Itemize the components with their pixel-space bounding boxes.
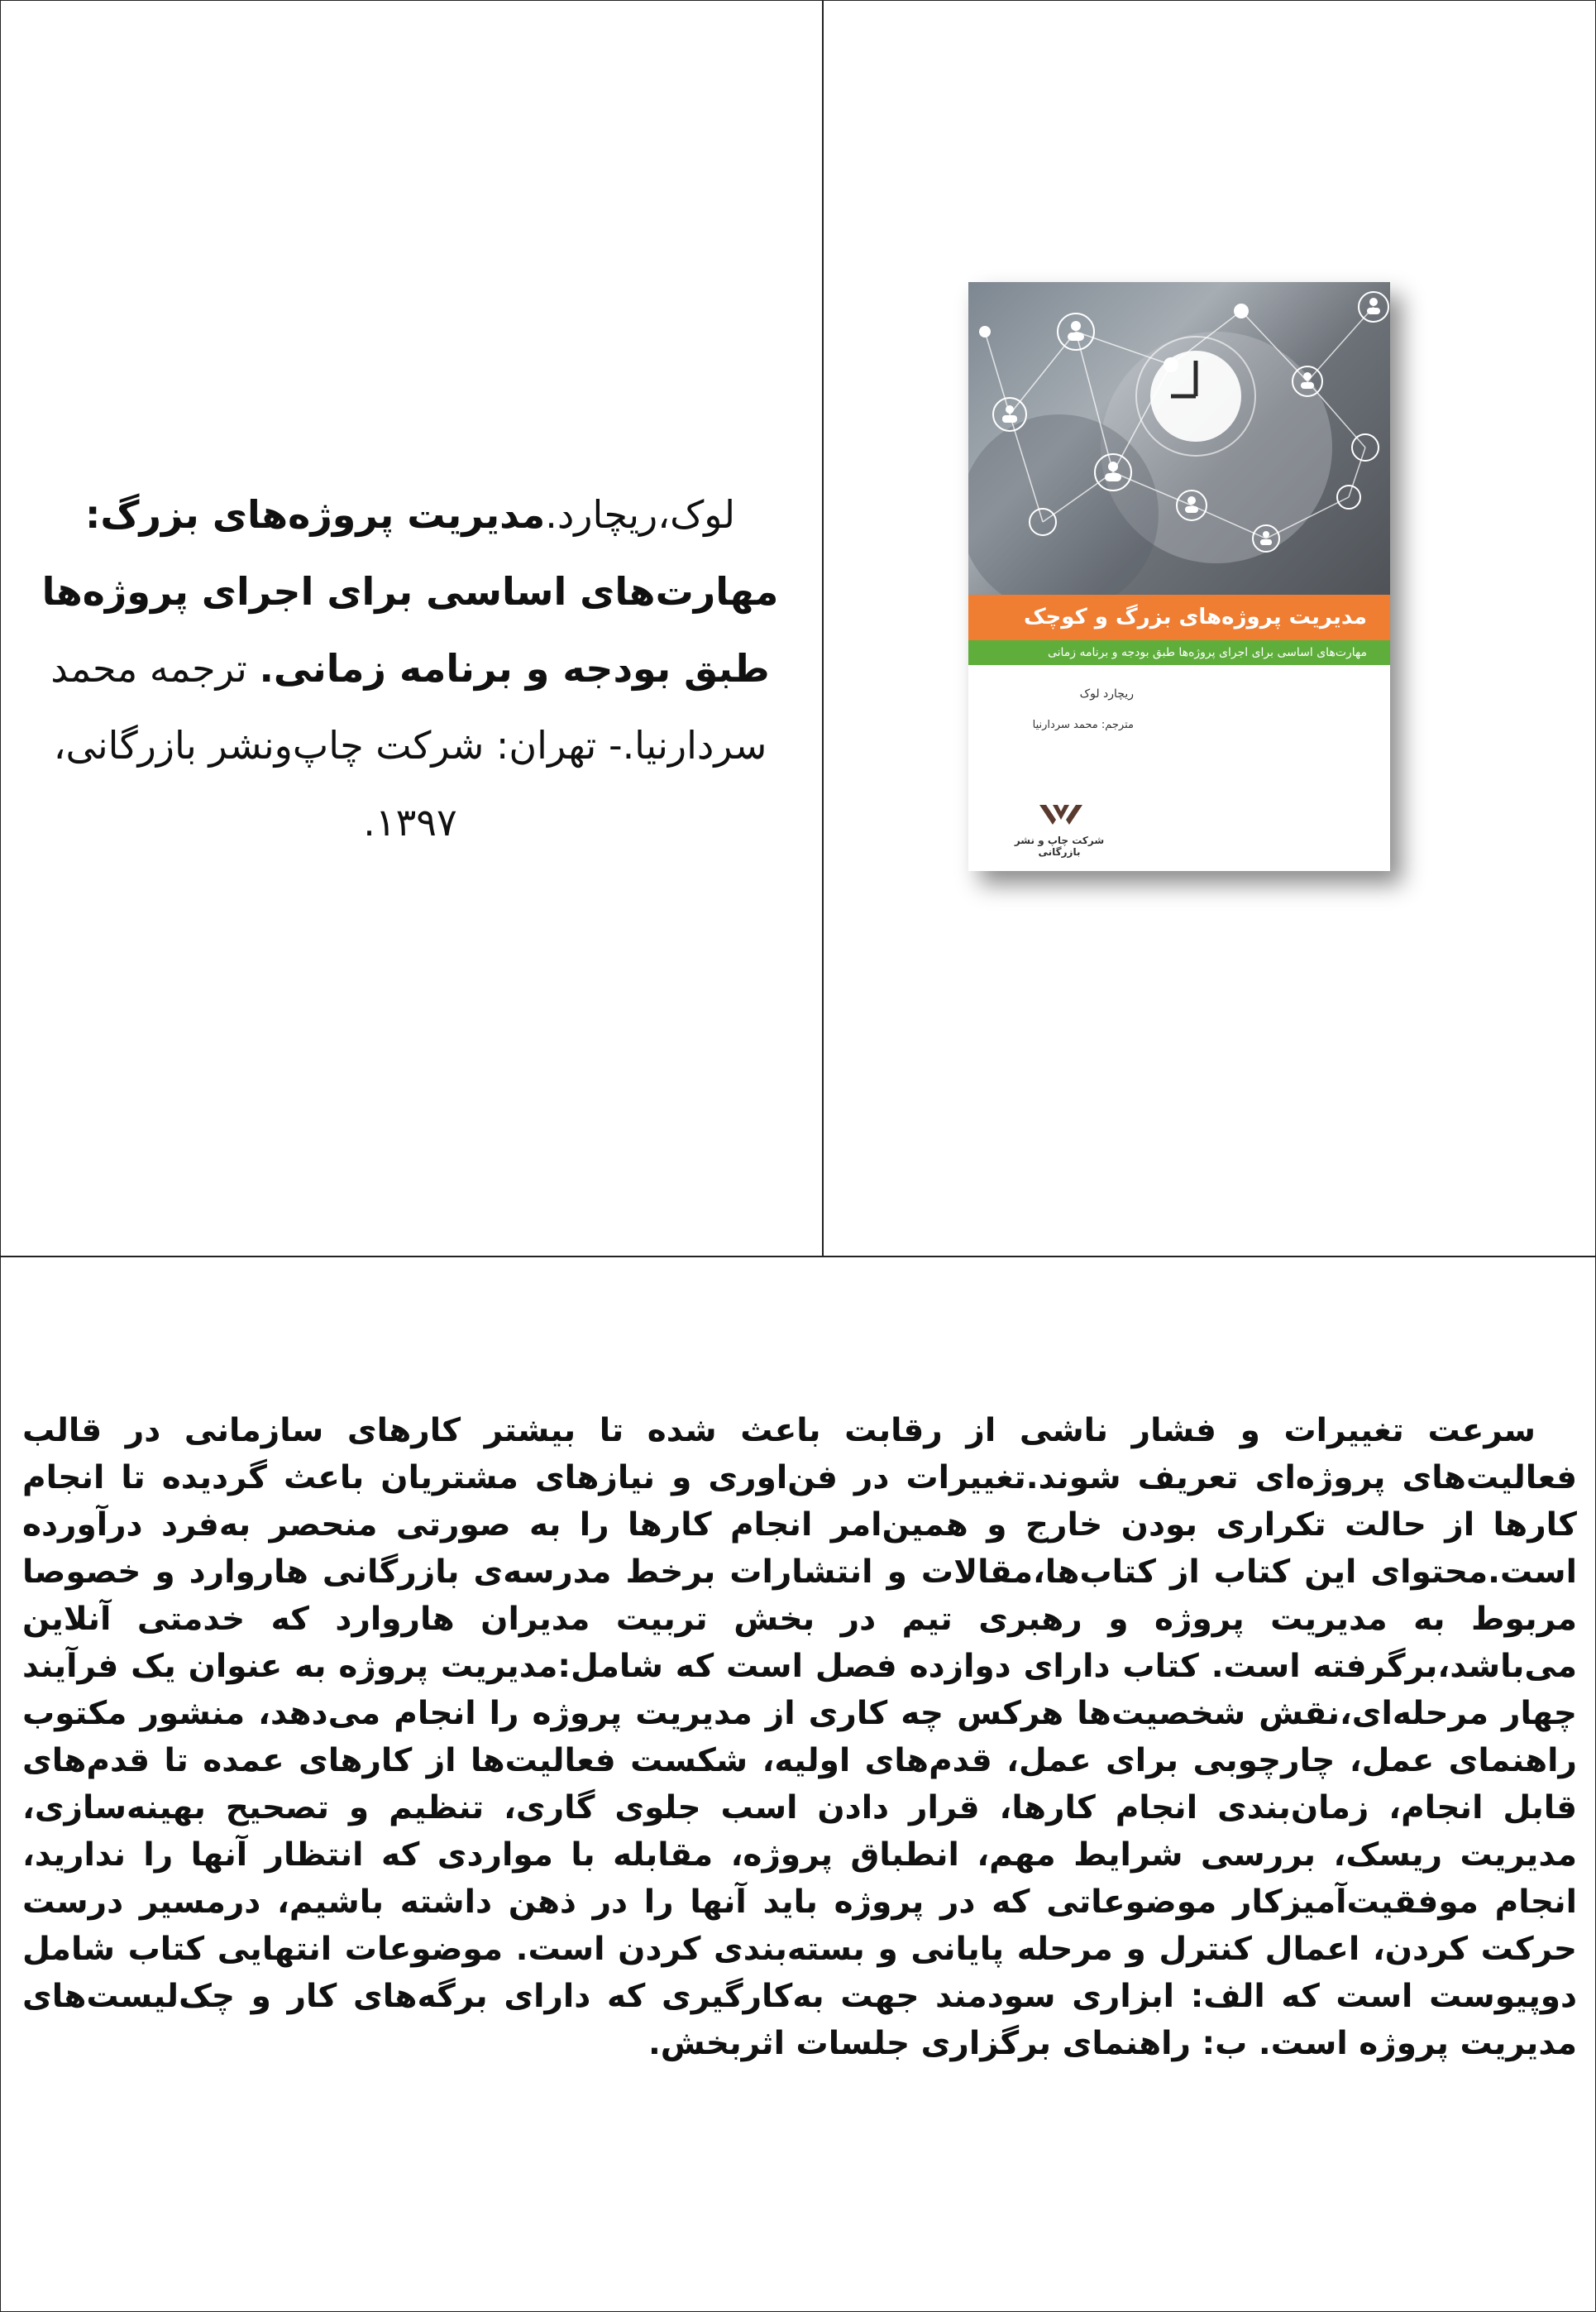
cover-subtitle: مهارت‌های اساسی برای اجرای پروژه‌ها طبق بودجه و برنامه زمانی bbox=[968, 640, 1390, 665]
citation-publication: تهران: شرکت چاپ‌ونشر بازرگانی، ۱۳۹۷. bbox=[53, 723, 597, 845]
cover-photo bbox=[968, 282, 1390, 595]
cover-title: مدیریت پروژه‌های بزرگ و کوچک bbox=[968, 595, 1390, 640]
book-summary: سرعت تغییرات و فشار ناشی از رقابت باعث شده تا بیشتر کارهای سازمانی در قالب فعالیت‌های پروژه‌ای تعریف شوند.تغییرات در فن‌اوری و نیازهای مشتریان باعث گردیده تا انجام کارها از حالت تکراری بودن خارج و همین‌امر انجام کارها را به صورتی منحصر به‌فرد درآورده است.محتوای این کتاب از کتاب‌ها،مقالات و انتشارات برخط مدرسه‌ی بازرگانی هاروارد و خصوصا مربوط به مدیریت پروژه و رهبری تیم در بخش تربیت مدیران هاروارد که خدمتی آنلاین می‌باشد،برگرفته است. کتاب دارای دوازده فصل است که شامل:مدیریت پروژه به عنوان یک فرآیند چهار مرحله‌ای،نقش شخصیت‌ها هرکس چه کاری از مدیریت پروژه را انجام می‌دهد، منشور مکتوب راهنمای عمل، چارچوبی برای عمل، قدم‌های اولیه، شکست فعالیت‌ها از کارهای عمده تا قدم‌های قابل انجام، زمان‌بندی انجام کارها، قرار دادن اسب جلوی گاری، تنظیم و تصحیح بهینه‌سازی، مدیریت ریسک، بررسی شرایط مهم، انطباق پروژه، مقابله با مواردی که انتظار آنها را ندارید، انجام موفقیت‌آمیزکار موضوعاتی که در پروژه باید آنها را در ذهن داشته باشیم، درمسیر درست حرکت کردن، اعمال کنترل و مرحله پایانی و بسته‌بندی کردن است. موضوعات انتهایی کتاب شامل دوپیوست است که الف: ابزاری سودمند جهت به‌کارگیری که دارای برگه‌های کار و چک‌لیست‌های مدیریت پروژه است. ب: راهنمای برگزاری جلسات اثربخش. bbox=[22, 1412, 1577, 2062]
cover-translator: مترجم: محمد سردارنیا bbox=[1032, 719, 1134, 731]
column-divider bbox=[822, 1, 824, 1257]
citation-title: مدیریت پروژه‌های بزرگ: مهارت‌های اساسی برای اجرای پروژه‌ها طبق بودجه و برنامه زمانی. bbox=[41, 492, 779, 691]
cover-publisher: شرکت چاپ و نشر بازرگانی bbox=[1014, 835, 1105, 858]
publisher-logo-icon bbox=[1036, 802, 1086, 828]
row-divider bbox=[1, 1256, 1595, 1257]
book-citation bbox=[34, 476, 786, 861]
cover-author: ریچارد لوک bbox=[1079, 687, 1134, 701]
network-illustration bbox=[968, 282, 1390, 595]
citation-author: لوک،ریچارد. bbox=[545, 492, 736, 537]
citation-translator: ترجمه محمد سردارنیا.- bbox=[50, 646, 767, 768]
book-cover bbox=[968, 282, 1390, 871]
